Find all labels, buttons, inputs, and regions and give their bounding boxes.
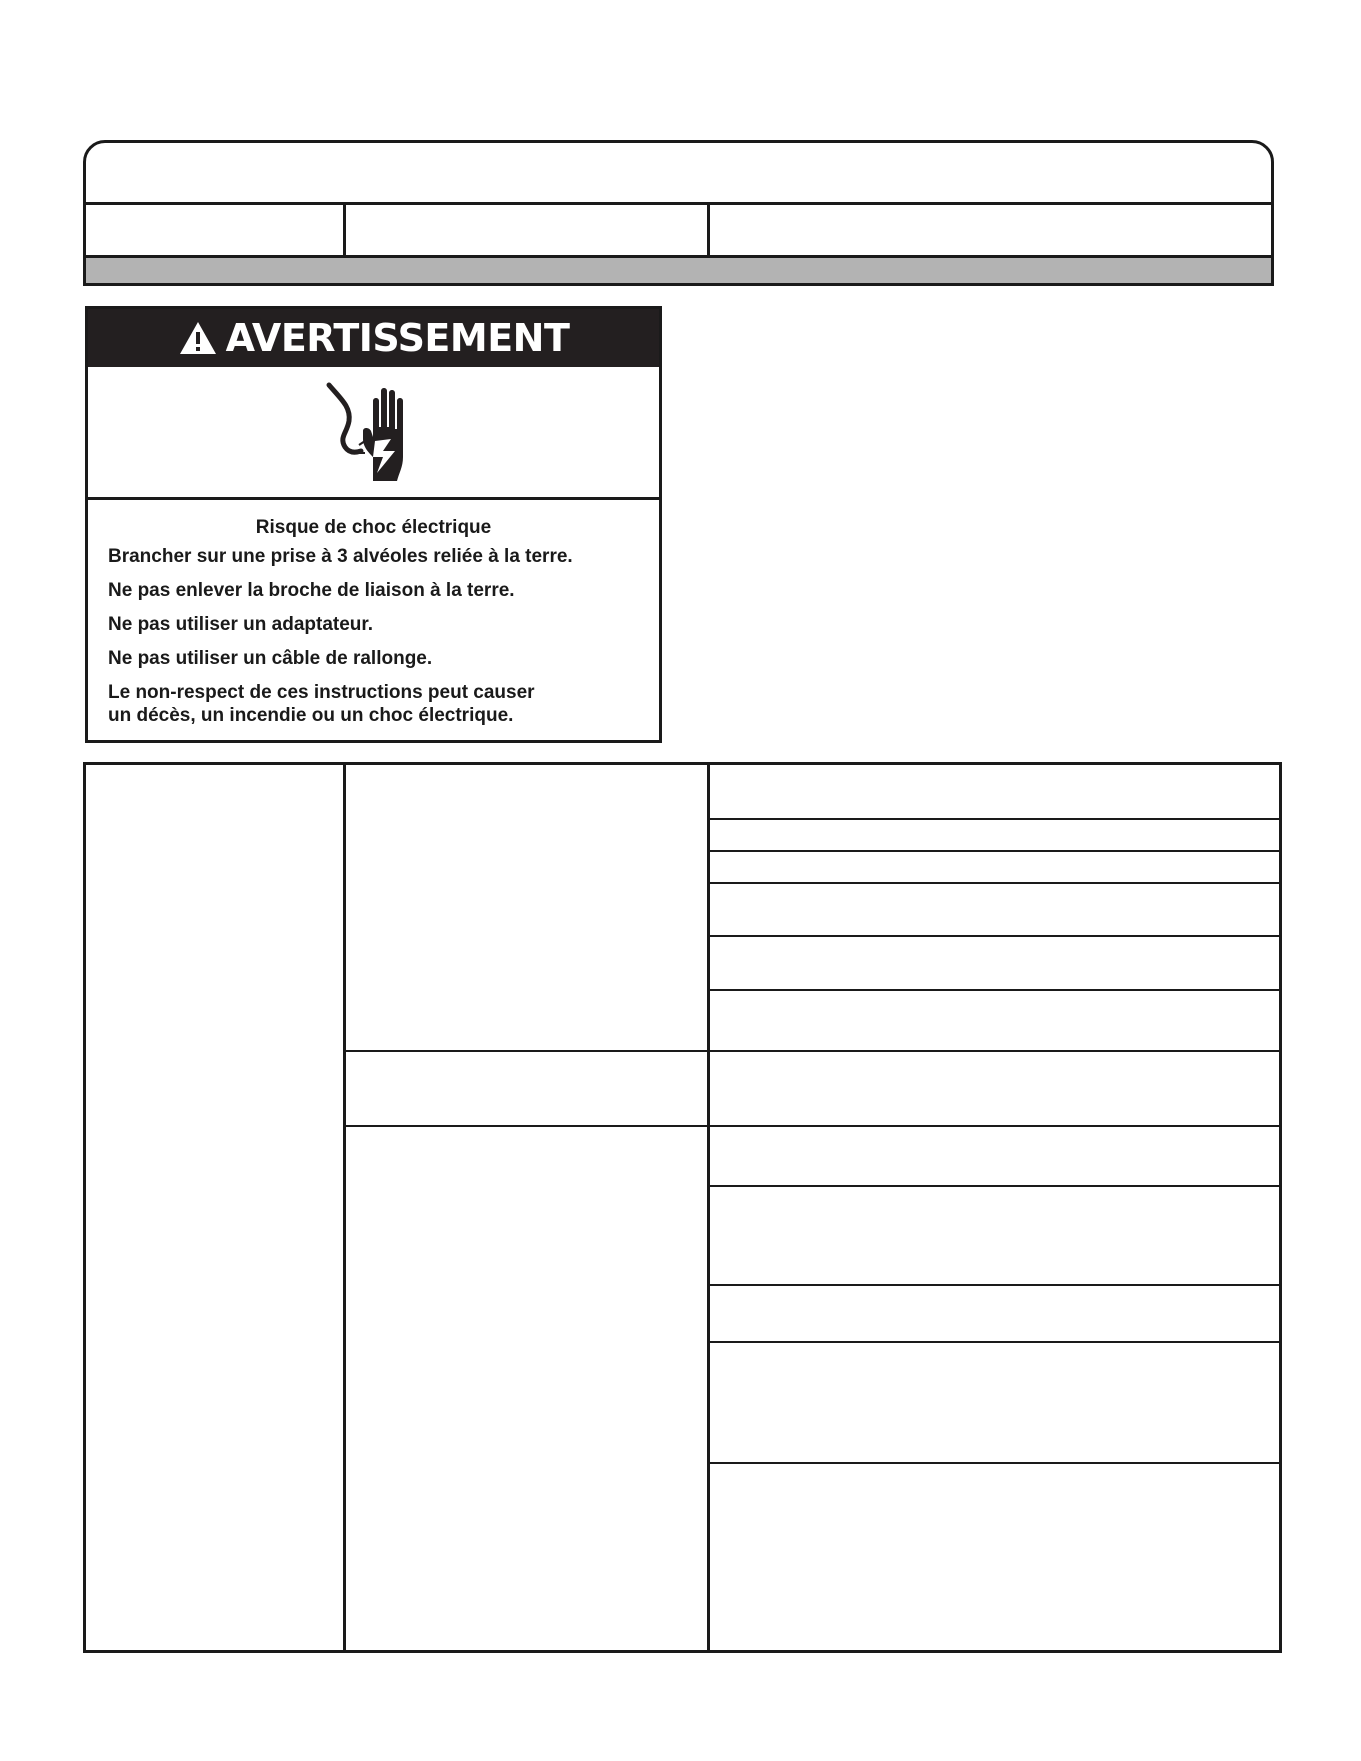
column-divider [707,765,710,1650]
header-column-2 [346,202,710,255]
electric-shock-hand-icon [319,377,429,487]
hazard-icon-area [88,367,659,500]
column-divider [343,765,346,1650]
header-table [83,140,1274,286]
row-divider [346,1125,1279,1127]
warning-line: Ne pas utiliser un adaptateur. [108,614,374,635]
row-divider [710,1462,1279,1464]
warning-body [88,500,659,740]
warning-title: AVERTISSEMENT [225,316,570,360]
row-divider [710,818,1279,820]
warning-header [88,309,659,367]
warning-triangle-icon [178,320,218,356]
troubleshooting-table [83,762,1282,1653]
row-divider [710,1284,1279,1286]
row-divider [710,1185,1279,1187]
row-divider [710,882,1279,884]
row-divider [710,1341,1279,1343]
warning-subtitle: Risque de choc électrique [255,517,492,538]
warning-box [85,306,662,743]
row-divider [710,850,1279,852]
header-title-row [86,143,1271,205]
row-divider [710,989,1279,991]
header-gray-band [86,258,1271,283]
warning-line: Brancher sur une prise à 3 alvéoles reliée à la terre. [108,546,573,567]
warning-line: Le non-respect de ces instructions peut causer un décès, un incendie ou un choc électrique. [108,682,535,726]
row-divider [346,1050,1279,1052]
header-column-3 [710,202,1271,255]
header-column-1 [86,202,346,255]
warning-line: Ne pas enlever la broche de liaison à la terre. [108,580,515,601]
header-column-row [86,202,1271,258]
row-divider [710,935,1279,937]
warning-line: Ne pas utiliser un câble de rallonge. [108,648,433,669]
